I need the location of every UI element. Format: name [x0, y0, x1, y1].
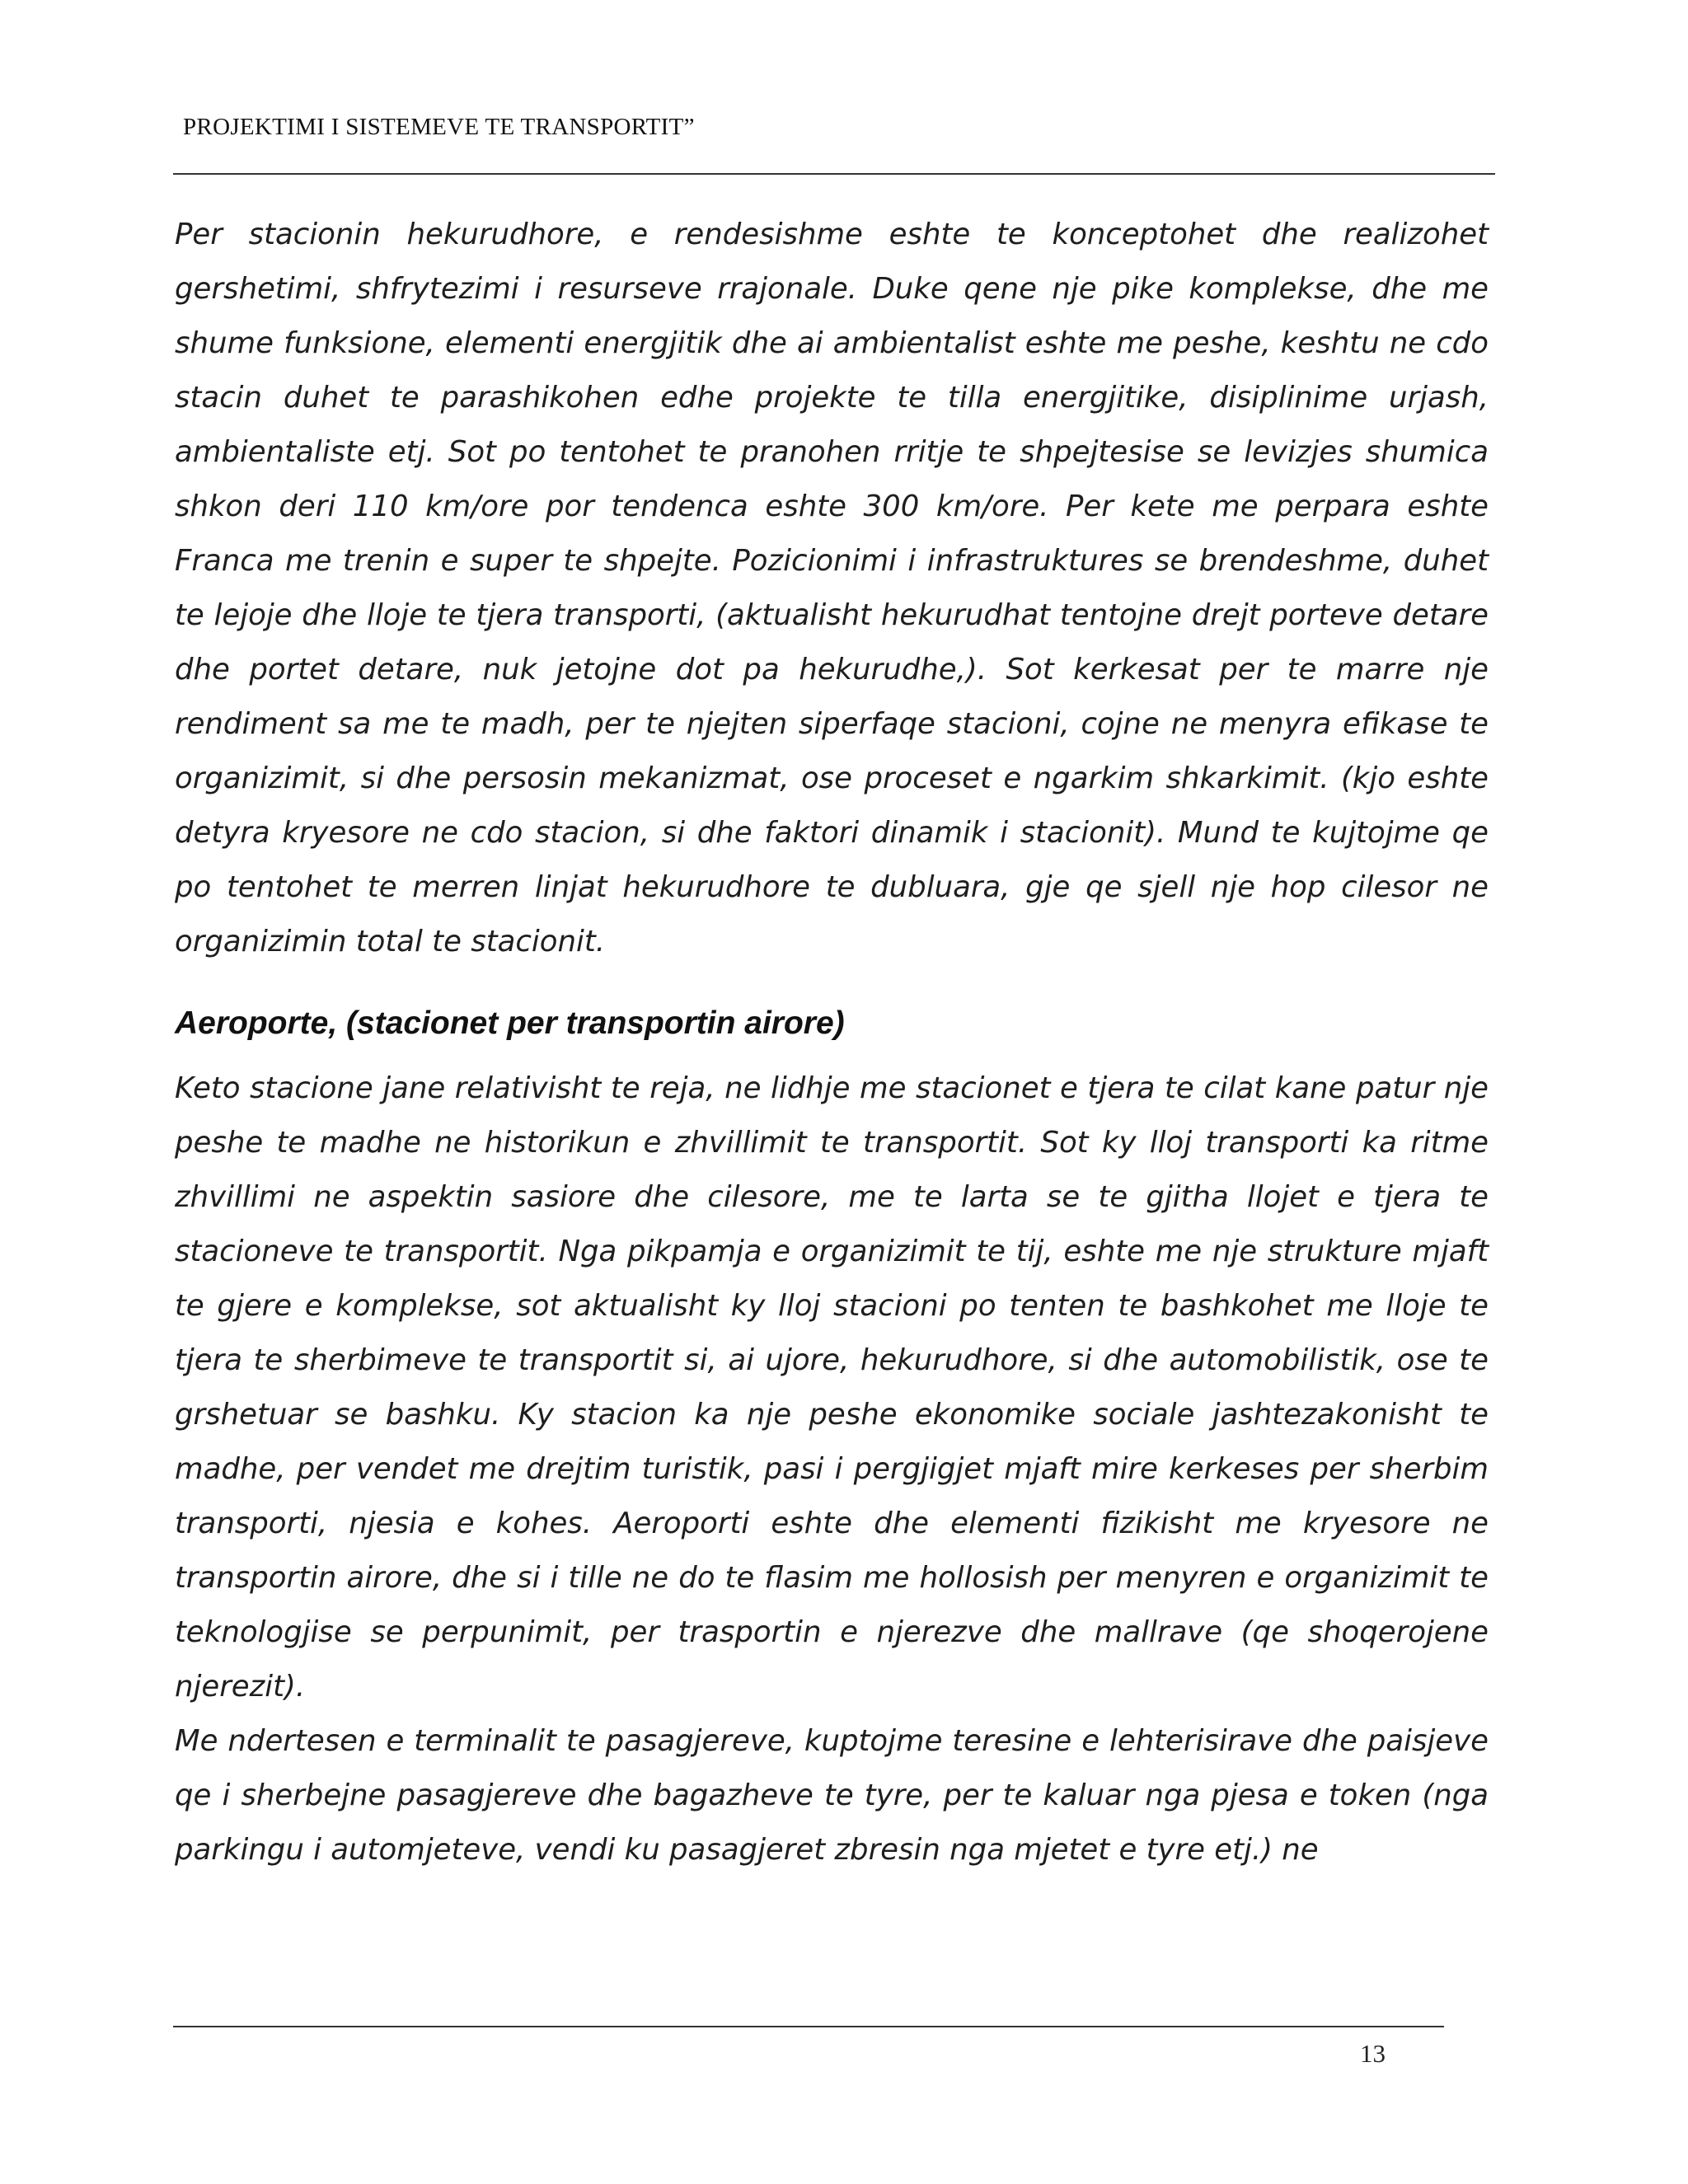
section-heading-airports: Aeroporte, (stacionet per transportin airore): [175, 1005, 845, 1041]
body-paragraph-airports: Keto stacione jane relativisht te reja, ne lidhje me stacionet e tjera te cilat kane patur nje peshe te madhe ne historikun e zhvillimit te transportit. Sot ky lloj transporti ka ritme zhvillimi ne aspektin sasiore dhe cilesore, me te larta se te gjitha llojet e tjera te stacioneve te transportit. Nga pikpamja e organizimit te tij, eshte me nje strukture mjaft te gjere e komplekse, sot aktualisht ky lloj stacioni po tenten te bashkohet me lloje te tjera te sherbimeve te transportit si, ai ujore, hekurudhore, si dhe automobilistik, ose te grshetuar se bashku. Ky stacion ka nje peshe ekonomike sociale jashtezakonisht te madhe, per vendet me drejtim turistik, pasi i pergjigjet mjaft mire kerkeses per sherbim transporti, njesia e kohes. Aeroporti eshte dhe elementi fizikisht me kryesore ne transportin airore, dhe si i tille ne do te flasim me hollosish per menyren e organizimit te teknologjise se perpunimit, per trasportin e njerezve dhe mallrave (qe shoqerojene njerezit).: [175, 1071, 1489, 1704]
body-paragraph-terminal: Me ndertesen e terminalit te pasagjereve, kuptojme teresine e lehterisirave dhe paisjeve qe i sherbejne pasagjereve dhe bagazheve te tyre, per te kaluar nga pjesa e token (nga parkingu i automjeteve, vendi ku pasagjeret zbresin nga mjetet e tyre etj.) ne: [175, 1724, 1489, 1867]
page-number: 13: [1360, 2039, 1386, 2068]
header-divider: [173, 173, 1495, 175]
footer-divider: [173, 2026, 1444, 2027]
body-paragraph-stations-rail: Per stacionin hekurudhore, e rendesishme eshte te konceptohet dhe realizohet gershetimi, shfrytezimi i resurseve rrajonale. Duke qene nje pike komplekse, dhe me shume funksione, elementi energjitik dhe ai ambientalist eshte me peshe, keshtu ne cdo stacin duhet te parashikohen edhe projekte te tilla energjitike, disiplinime urjash, ambientaliste etj. Sot po tentohet te pranohen rritje te shpejtesise se levizjes shumica shkon deri 110 km/ore por tendenca eshte 300 km/ore. Per kete me perpara eshte Franca me trenin e super te shpejte. Pozicionimi i infrastruktures se brendeshme, duhet te lejoje dhe lloje te tjera transporti, (aktualisht hekurudhat tentojne drejt porteve detare dhe portet detare, nuk jetojne dot pa hekurudhe,). Sot kerkesat per te marre nje rendiment sa me te madh, per te njejten siperfaqe stacioni, cojne ne menyra efikase te organizimit, si dhe persosin mekanizmat, ose proceset e ngarkim shkarkimit. (kjo eshte detyra kryesore ne cdo stacion, si dhe faktori dinamik i stacionit). Mund te kujtojme qe po tentohet te merren linjat hekurudhore te dubluara, gje qe sjell nje hop cilesor ne organizimin total te stacionit.: [175, 218, 1489, 958]
running-header: PROJEKTIMI I SISTEMEVE TE TRANSPORTIT”: [183, 114, 695, 140]
